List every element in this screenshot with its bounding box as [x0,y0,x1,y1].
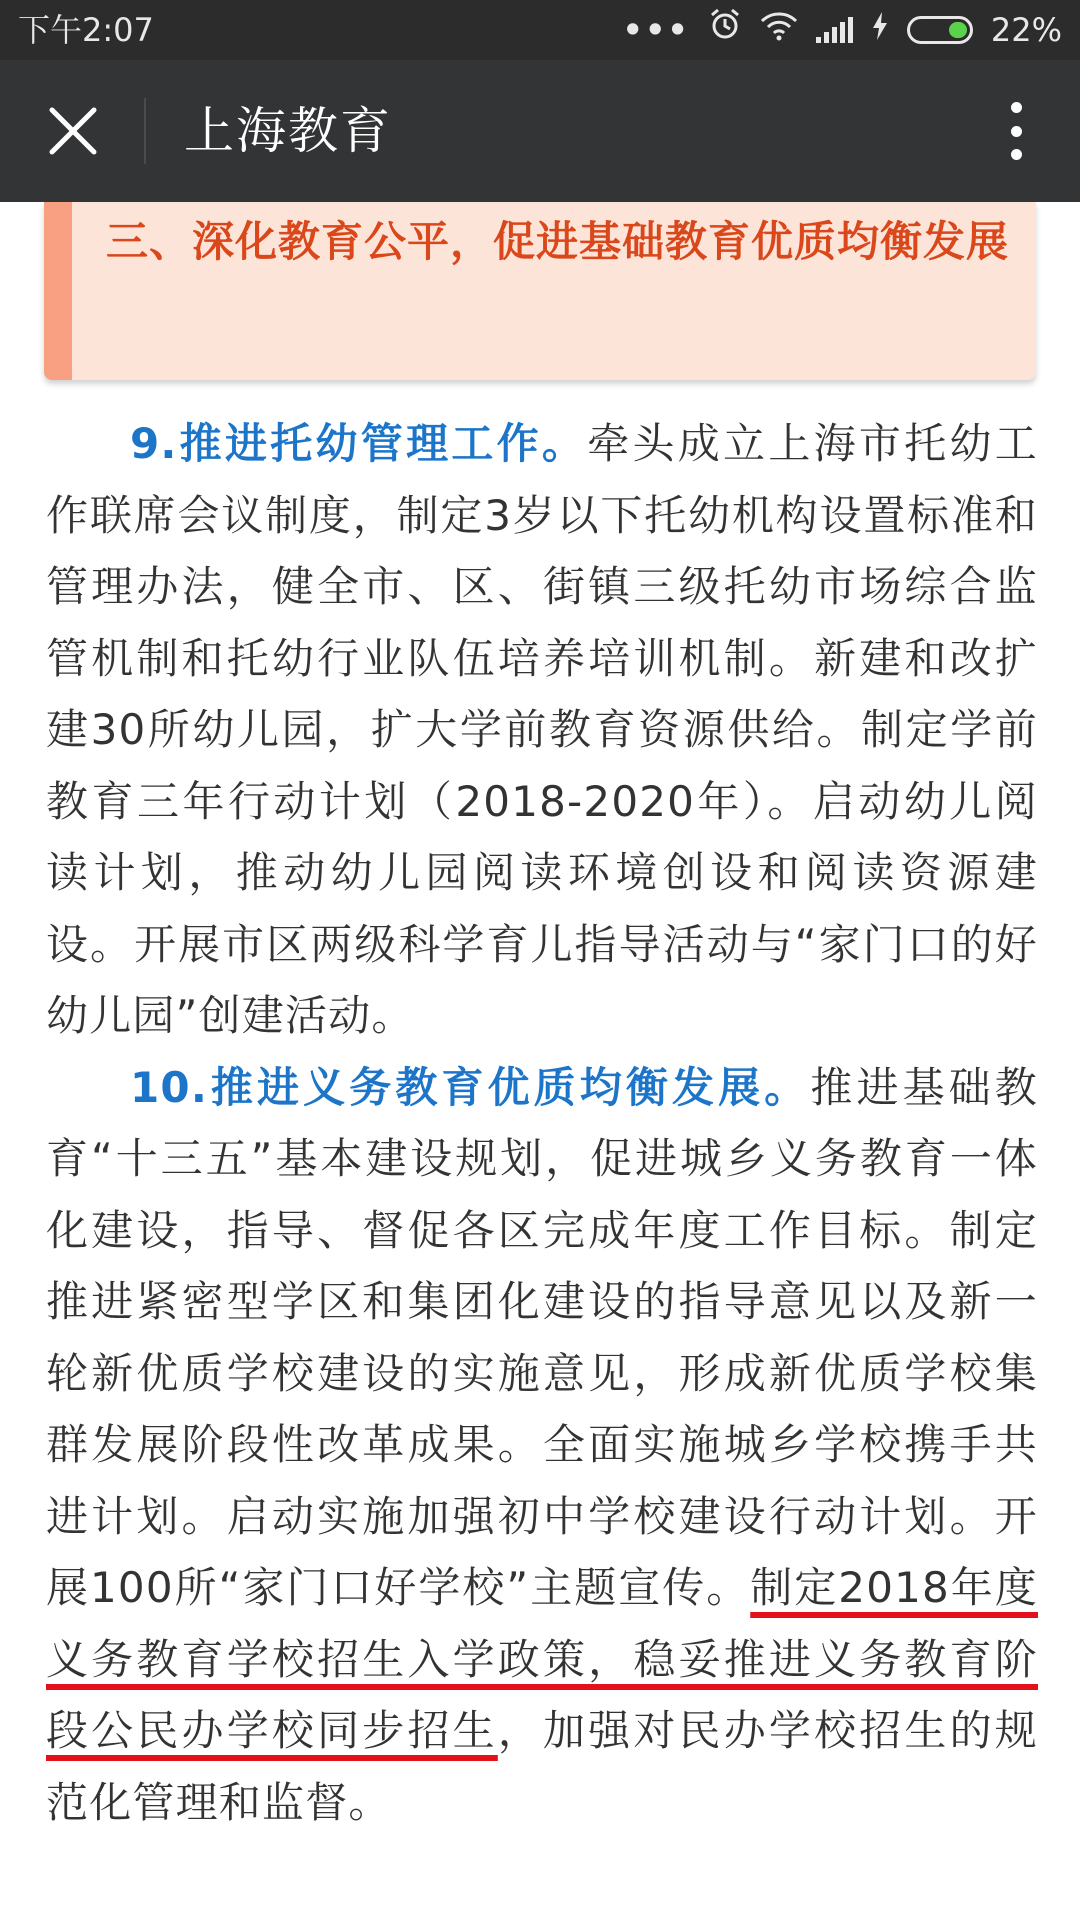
charging-icon [871,0,889,60]
article-body [46,408,1038,1838]
more-dots-icon: ••• [622,11,690,49]
more-options-button[interactable] [996,96,1036,166]
close-button[interactable] [38,96,108,166]
wifi-icon [760,0,798,60]
close-icon [48,106,98,156]
section-title: 三、深化教育公平，促进基础教育优质均衡发展 [106,217,1010,266]
status-icons [623,0,1062,60]
battery-percent: 22% [990,11,1062,49]
page-title: 上海教育 [184,102,392,160]
alarm-icon [708,0,742,60]
paragraph-text: 牵头成立上海市托幼工作联席会议制度，制定3岁以下托幼机构设置标准和管理办法，健全市、区、街镇三级托幼市场综合监管机制和托幼行业队伍培养培训机制。新建和改扩建30所幼儿园，扩大学前教育资源供给。制定学前教育三年行动计划（2018-2020年）。启动幼儿阅读计划，推动幼儿园阅读环境创设和阅读资源建设。开展市区两级科学育儿指导活动与“家门口的好幼儿园”创建活动。 [46,419,1038,1040]
signal-icon [816,17,853,43]
section-heading-box [44,202,1036,380]
paragraph-9 [46,408,1038,1052]
title-bar [0,60,1080,202]
paragraph-heading: 9.推进托幼管理工作。 [130,419,588,468]
title-divider [144,98,146,164]
battery-icon [907,16,973,44]
paragraph-heading: 10.推进义务教育优质均衡发展。 [130,1062,811,1112]
paragraph-text: 推进基础教育“十三五”基本建设规划，促进城乡义务教育一体化建设，指导、督促各区完成年度工作目标。制定推进紧密型学区和集团化建设的指导意见以及新一轮新优质学校建设的实施意见，形成新优质学校集群发展阶段性改革成果。全面实施城乡学校携手共进计划。启动实施加强初中学校建设行动计划。开展100所“家门口好学校”主题宣传。 [46,1062,1038,1612]
paragraph-text-tail: ，加强对民办学校招生的规范化管理和监督。 [46,1706,1038,1827]
status-bar [0,0,1080,60]
status-time: 下午2:07 [18,11,154,49]
underlined-highlight: 制定2018年度义务教育学校招生入学政策，稳妥推进义务教育阶段公民办学校同步招生 [46,1563,1038,1755]
paragraph-10 [46,1052,1038,1839]
more-vertical-icon [1011,102,1022,113]
